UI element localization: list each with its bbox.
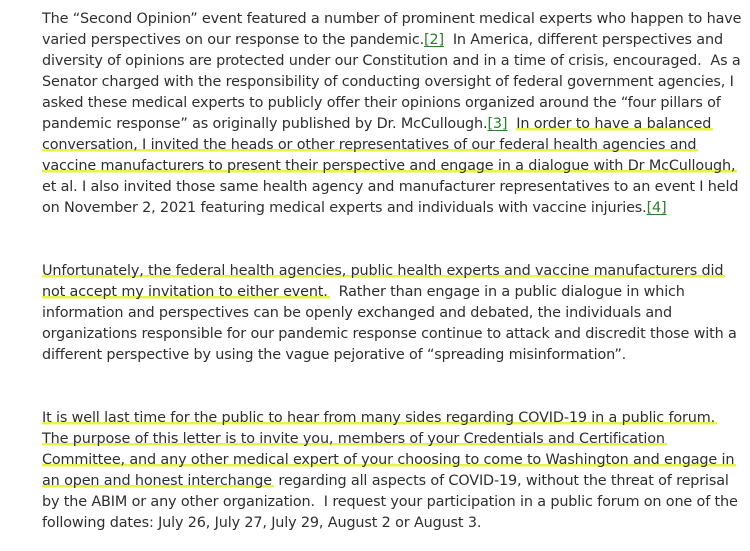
footnote-link[interactable]: [2] — [424, 32, 444, 48]
body-text: information and perspectives can be openly exchanged and debated, the individuals and — [42, 305, 672, 321]
body-text: varied perspectives on our response to the pandemic. — [42, 32, 425, 48]
paragraph-unfortunately — [42, 261, 742, 366]
text-line — [42, 30, 742, 51]
body-text: The “Second Opinion” event featured a number of prominent medical experts who happen to have — [42, 11, 742, 27]
text-line — [42, 72, 742, 93]
highlighted-text: vaccine manufacturers to present their perspective and engage in a dialogue with Dr McCullough, — [42, 158, 736, 174]
highlighted-text: It is well last time for the public to hear from many sides regarding COVID-19 in a public forum. — [42, 410, 716, 426]
text-line — [42, 114, 742, 135]
body-text: by the ABIM or any other organization. I request your participation in a public forum on one of the — [42, 494, 738, 510]
body-text: pandemic response” as originally published by Dr. McCullough. — [42, 116, 488, 132]
body-text: diversity of opinions are protected under our Constitution and in a time of crisis, encouraged. As a — [42, 53, 741, 69]
text-line — [42, 408, 742, 429]
text-line — [42, 513, 742, 534]
body-text: on November 2, 2021 featuring medical experts and individuals with vaccine injuries. — [42, 200, 647, 216]
body-text: organizations responsible for our pandemic response continue to attack and discredit those with a — [42, 326, 737, 342]
body-text: different perspective by using the vague pejorative of “spreading misinformation”. — [42, 347, 627, 363]
text-line — [42, 198, 742, 219]
body-text: following dates: July 26, July 27, July 29, August 2 or August 3. — [42, 515, 482, 531]
text-line — [42, 303, 742, 324]
paragraph-second-opinion — [42, 9, 742, 219]
body-text: regarding all aspects of COVID-19, without the threat of reprisal — [273, 473, 729, 489]
highlighted-text: The purpose of this letter is to invite you, members of your Credentials and Certification — [42, 431, 665, 447]
text-line — [42, 345, 742, 366]
text-line — [42, 324, 742, 345]
text-line — [42, 156, 742, 177]
footnote-link[interactable]: [4] — [646, 200, 667, 216]
highlighted-text: conversation, I invited the heads or other representatives of our federal health agencies and — [42, 137, 697, 153]
body-text: asked these medical experts to publicly offer their opinions organized around the “four pillars of — [42, 95, 721, 111]
highlighted-text: an open and honest interchange — [42, 473, 272, 489]
text-line — [42, 261, 742, 282]
body-text: Senator charged with the responsibility of conducting oversight of federal government agencies, I — [42, 74, 734, 90]
highlighted-text: Unfortunately, the federal health agencies, public health experts and vaccine manufacturers did — [42, 263, 724, 279]
text-line — [42, 135, 742, 156]
text-line — [42, 450, 742, 471]
body-text: et al. I also invited those same health agency and manufacturer representatives to an event I held — [42, 179, 739, 195]
body-text: Rather than engage in a public dialogue in which — [329, 284, 685, 300]
text-line — [42, 9, 742, 30]
text-line — [42, 492, 742, 513]
text-line — [42, 93, 742, 114]
highlighted-text: not accept my invitation to either event. — [42, 284, 328, 300]
text-line — [42, 177, 742, 198]
paragraph-invitation — [42, 408, 742, 534]
text-line — [42, 282, 742, 303]
text-line — [42, 471, 742, 492]
footnote-link[interactable]: [3] — [487, 116, 508, 132]
body-text: In America, different perspectives and — [443, 32, 723, 48]
text-line — [42, 429, 742, 450]
text-line — [42, 51, 742, 72]
highlighted-text: In order to have a balanced — [516, 116, 712, 132]
highlighted-text: Committee, and any other medical expert of your choosing to come to Washington and engage in — [42, 452, 735, 468]
body-text — [507, 116, 516, 132]
